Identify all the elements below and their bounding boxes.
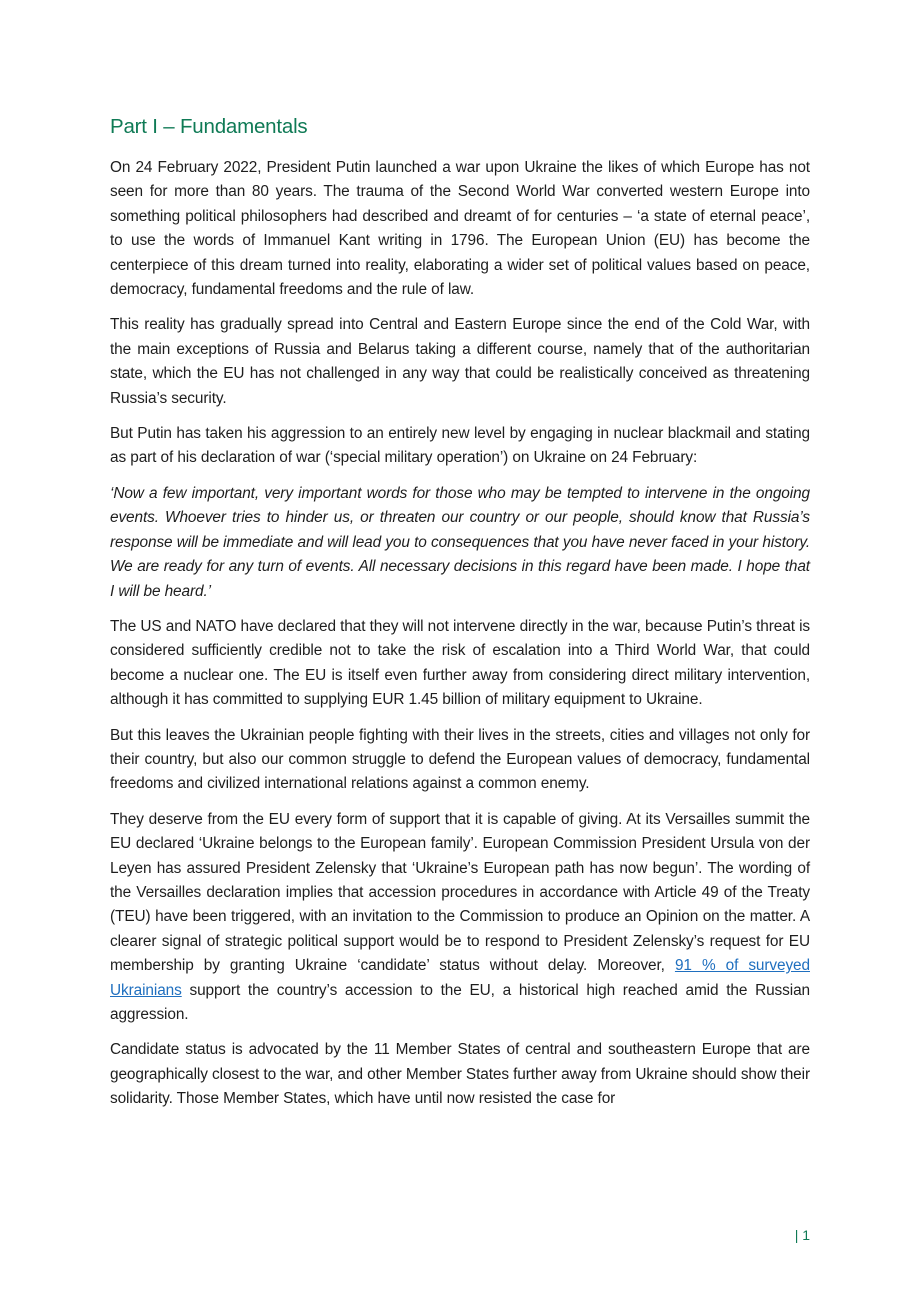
paragraph-eu-support-text: They deserve from the EU every form of support that it is capable of giving. At its Versailles summit the EU declared ‘Ukraine belongs to the European family’. European Commission President Ursula von der Leyen has assured President Zelensky that ‘Ukraine’s European path has now begun’. The wording of the Versailles declaration implies that accession procedures in accordance with Article 49 of the Treaty (TEU) have been triggered, with an invitation to the Commission to produce an Opinion on the matter. A clearer signal of strategic political support would be to respond to President Zelensky’s request for EU membership by granting Ukraine ‘candidate’ status without delay. Moreover,: [110, 810, 810, 975]
paragraph-central-eastern-europe: This reality has gradually spread into Central and Eastern Europe since the end of the Cold War, with the main exceptions of Russia and Belarus taking a different course, namely that of the authoritarian state, which the EU has not challenged in any way that could be realistically conceived as threatening Russia’s security.: [110, 316, 810, 407]
section-heading: Part I – Fundamentals: [110, 115, 308, 138]
paragraph-candidate-status: Candidate status is advocated by the 11 Member States of central and southeastern Europe that are geographically closest to the war, and other Member States further away from Ukraine should show their solidarity. Those Member States, which have until now resisted the case for: [110, 1041, 810, 1108]
paragraph-eu-support-text-end: support the country’s accession to the EU, a historical high reached amid the Russian aggression.: [110, 981, 810, 1023]
paragraph-eu-support: [110, 808, 810, 1028]
putin-quote: ‘Now a few important, very important words for those who may be tempted to intervene in the ongoing events. Whoever tries to hinder us, or threaten our country or our people, should know that Russia’s response will be immediate and will lead you to consequences that you have never faced in your history. We are ready for any turn of events. All necessary decisions in this regard have been made. I hope that I will be heard.’: [110, 484, 810, 600]
paragraph-ukrainian-people: But this leaves the Ukrainian people fighting with their lives in the streets, cities and villages not only for their country, but also our common struggle to defend the European values of democracy, fundamental freedoms and civilized international relations against a common enemy.: [110, 726, 810, 793]
paragraph-nuclear-blackmail: But Putin has taken his aggression to an entirely new level by engaging in nuclear blackmail and stating as part of his declaration of war (‘special military operation’) on Ukraine on 24 February:: [110, 425, 810, 467]
survey-link[interactable]: 91 % of surveyed Ukrainians: [110, 957, 810, 999]
document-page: [110, 112, 810, 1123]
page-number: | 1: [794, 1227, 810, 1243]
paragraph-intro: On 24 February 2022, President Putin launched a war upon Ukraine the likes of which Europe has not seen for more than 80 years. The trauma of the Second World War converted western Europe into something political philosophers had described and dreamt of for centuries – ‘a state of eternal peace’, to use the words of Immanuel Kant writing in 1796. The European Union (EU) has become the centerpiece of this dream turned into reality, elaborating a wider set of political values based on peace, democracy, fundamental freedoms and the rule of law.: [110, 159, 810, 299]
paragraph-us-nato: The US and NATO have declared that they will not intervene directly in the war, because Putin’s threat is considered sufficiently credible not to take the risk of escalation into a Third World War, that could become a nuclear one. The EU is itself even further away from considering direct military intervention, although it has committed to supplying EUR 1.45 billion of military equipment to Ukraine.: [110, 617, 810, 709]
